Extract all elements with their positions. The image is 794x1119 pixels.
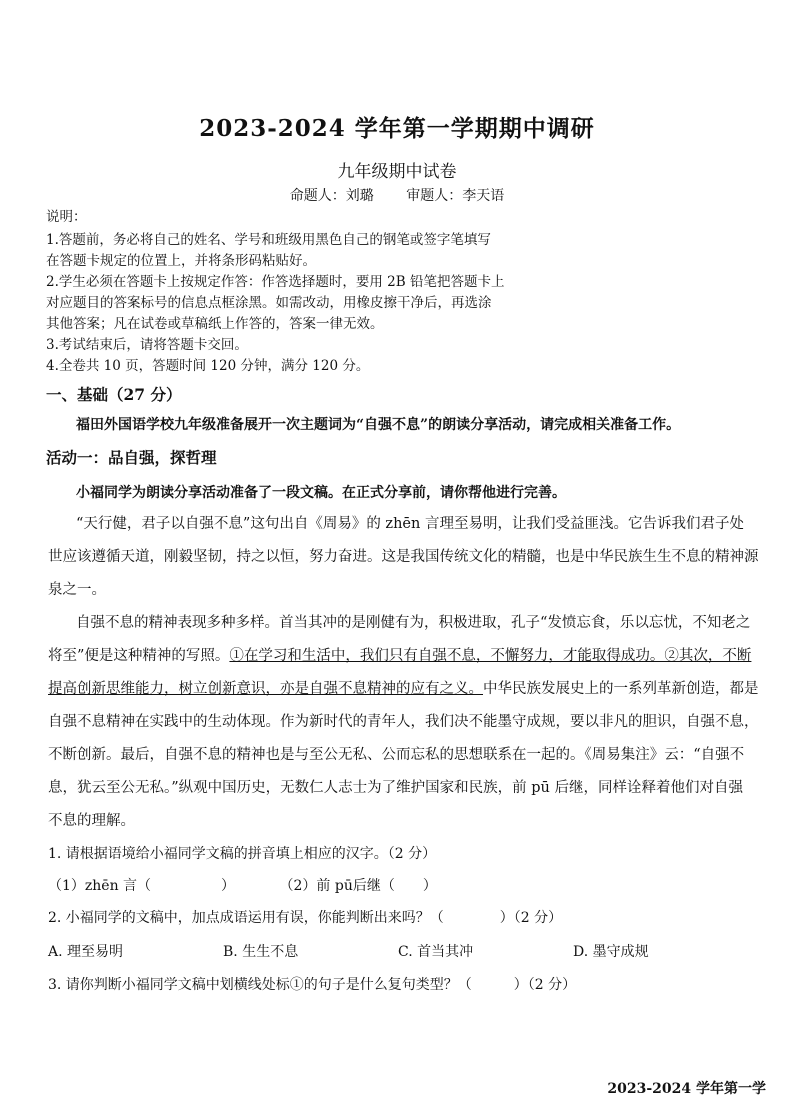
question-2: 2. 小福同学的文稿中，加点成语运用有误，你能判断出来吗？（ ）（2 分） [48,910,563,926]
question-2-choices [48,941,768,961]
instruction-line: 2.学生必须在答题卡上按规定作答：作答选择题时，要用 2B 铅笔把答题卡上 [46,274,505,290]
passage-line: 息，犹云至公无私。”纵观中国历史，无数仁人志士为了维护国家和民族，前 pū 后继，同样诠释着他们对自强 [48,780,743,796]
passage-text: 将至”便是这种精神的写照。 [48,648,230,664]
page-footer: 2023-2024 学年第一学 [607,1081,766,1097]
blank-2[interactable]: （2）前 pū后继（ ） [279,878,437,894]
blank-1[interactable]: （1）zhēn 言（ ） [48,878,236,894]
activity-intro: 小福同学为朗读分享活动准备了一段文稿。在正式分享前，请你帮他进行完善。 [76,485,566,501]
reviewer-label: 审题人：李天语 [406,188,505,204]
passage-line: 自强不息的精神表现多种多样。首当其冲的是刚健有为，积极进取，孔子“发愤忘食，乐以忘忧，不知老之 [76,615,751,631]
instruction-line: 1.答题前，务必将自己的姓名、学号和班级用黑色自己的钢笔或签字笔填写 [46,232,491,248]
passage-line: 不断创新。最后，自强不息的精神也是与至公无私、公而忘私的思想联系在一起的。《周易集注》云：“自强不 [48,747,745,763]
instruction-line: 3.考试结束后，请将答题卡交回。 [46,337,248,353]
passage-line [48,677,768,698]
exam-subtitle: 九年级期中试卷 [337,162,457,182]
choice-d[interactable]: D. 墨守成规 [573,944,649,960]
passage-line: “天行健，君子以自强不息”这句出自《周易》的 zhēn 言理至易明，让我们受益匪浅。它告诉我们君子处 [76,516,744,532]
passage-line: 不息的理解。 [48,813,135,829]
instruction-line: 其他答案；凡在试卷或草稿纸上作答的，答案一律无效。 [46,316,384,332]
exam-title: 2023-2024 学年第一学期期中调研 [199,115,595,142]
exam-authors [0,185,794,205]
instructions-heading: 说明： [46,209,87,225]
choice-c[interactable]: C. 首当其冲 [398,944,474,960]
instruction-line: 在答题卡规定的位置上，并将条形码粘贴好。 [46,253,316,269]
section-intro: 福田外国语学校九年级准备展开一次主题词为“自强不息”的朗读分享活动，请完成相关准备工作。 [76,417,681,433]
question-3: 3. 请你判断小福同学文稿中划横线处标①的句子是什么复句类型？（ ）（2 分） [48,977,577,993]
section-heading: 一、基础（27 分） [46,385,182,404]
passage-line [48,644,768,665]
instruction-line: 4.全卷共 10 页，答题时间 120 分钟，满分 120 分。 [46,358,370,374]
passage-line: 世应该遵循天道，刚毅坚韧，持之以恒，努力奋进。这是我国传统文化的精髓，也是中华民族生生不息的精神源 [48,549,759,565]
underlined-sentence: 提高创新思维能力，树立创新意识，亦是自强不息精神的应有之义。 [48,681,483,697]
underlined-sentence: ①在学习和生活中，我们只有自强不息，不懈努力，才能取得成功。②其次，不断 [229,648,752,664]
choice-a[interactable]: A. 理至易明 [48,944,124,960]
passage-text: 中华民族发展史上的一系列革新创造，都是 [483,681,759,697]
passage-line: 自强不息精神在实践中的生动体现。作为新时代的青年人，我们决不能墨守成规，要以非凡的胆识，自强不息， [48,714,759,730]
instruction-line: 对应题目的答案标号的信息点框涂黑。如需改动，用橡皮擦干净后，再选涂 [46,295,492,311]
choice-b[interactable]: B. 生生不息 [223,944,299,960]
activity-heading: 活动一：品自强，探哲理 [46,448,217,467]
setter-label: 命题人：刘璐 [289,188,374,204]
question-1-blanks [48,875,437,895]
question-1: 1. 请根据语境给小福同学文稿的拼音填上相应的汉字。（2 分） [48,846,437,862]
passage-line: 泉之一。 [48,582,106,598]
